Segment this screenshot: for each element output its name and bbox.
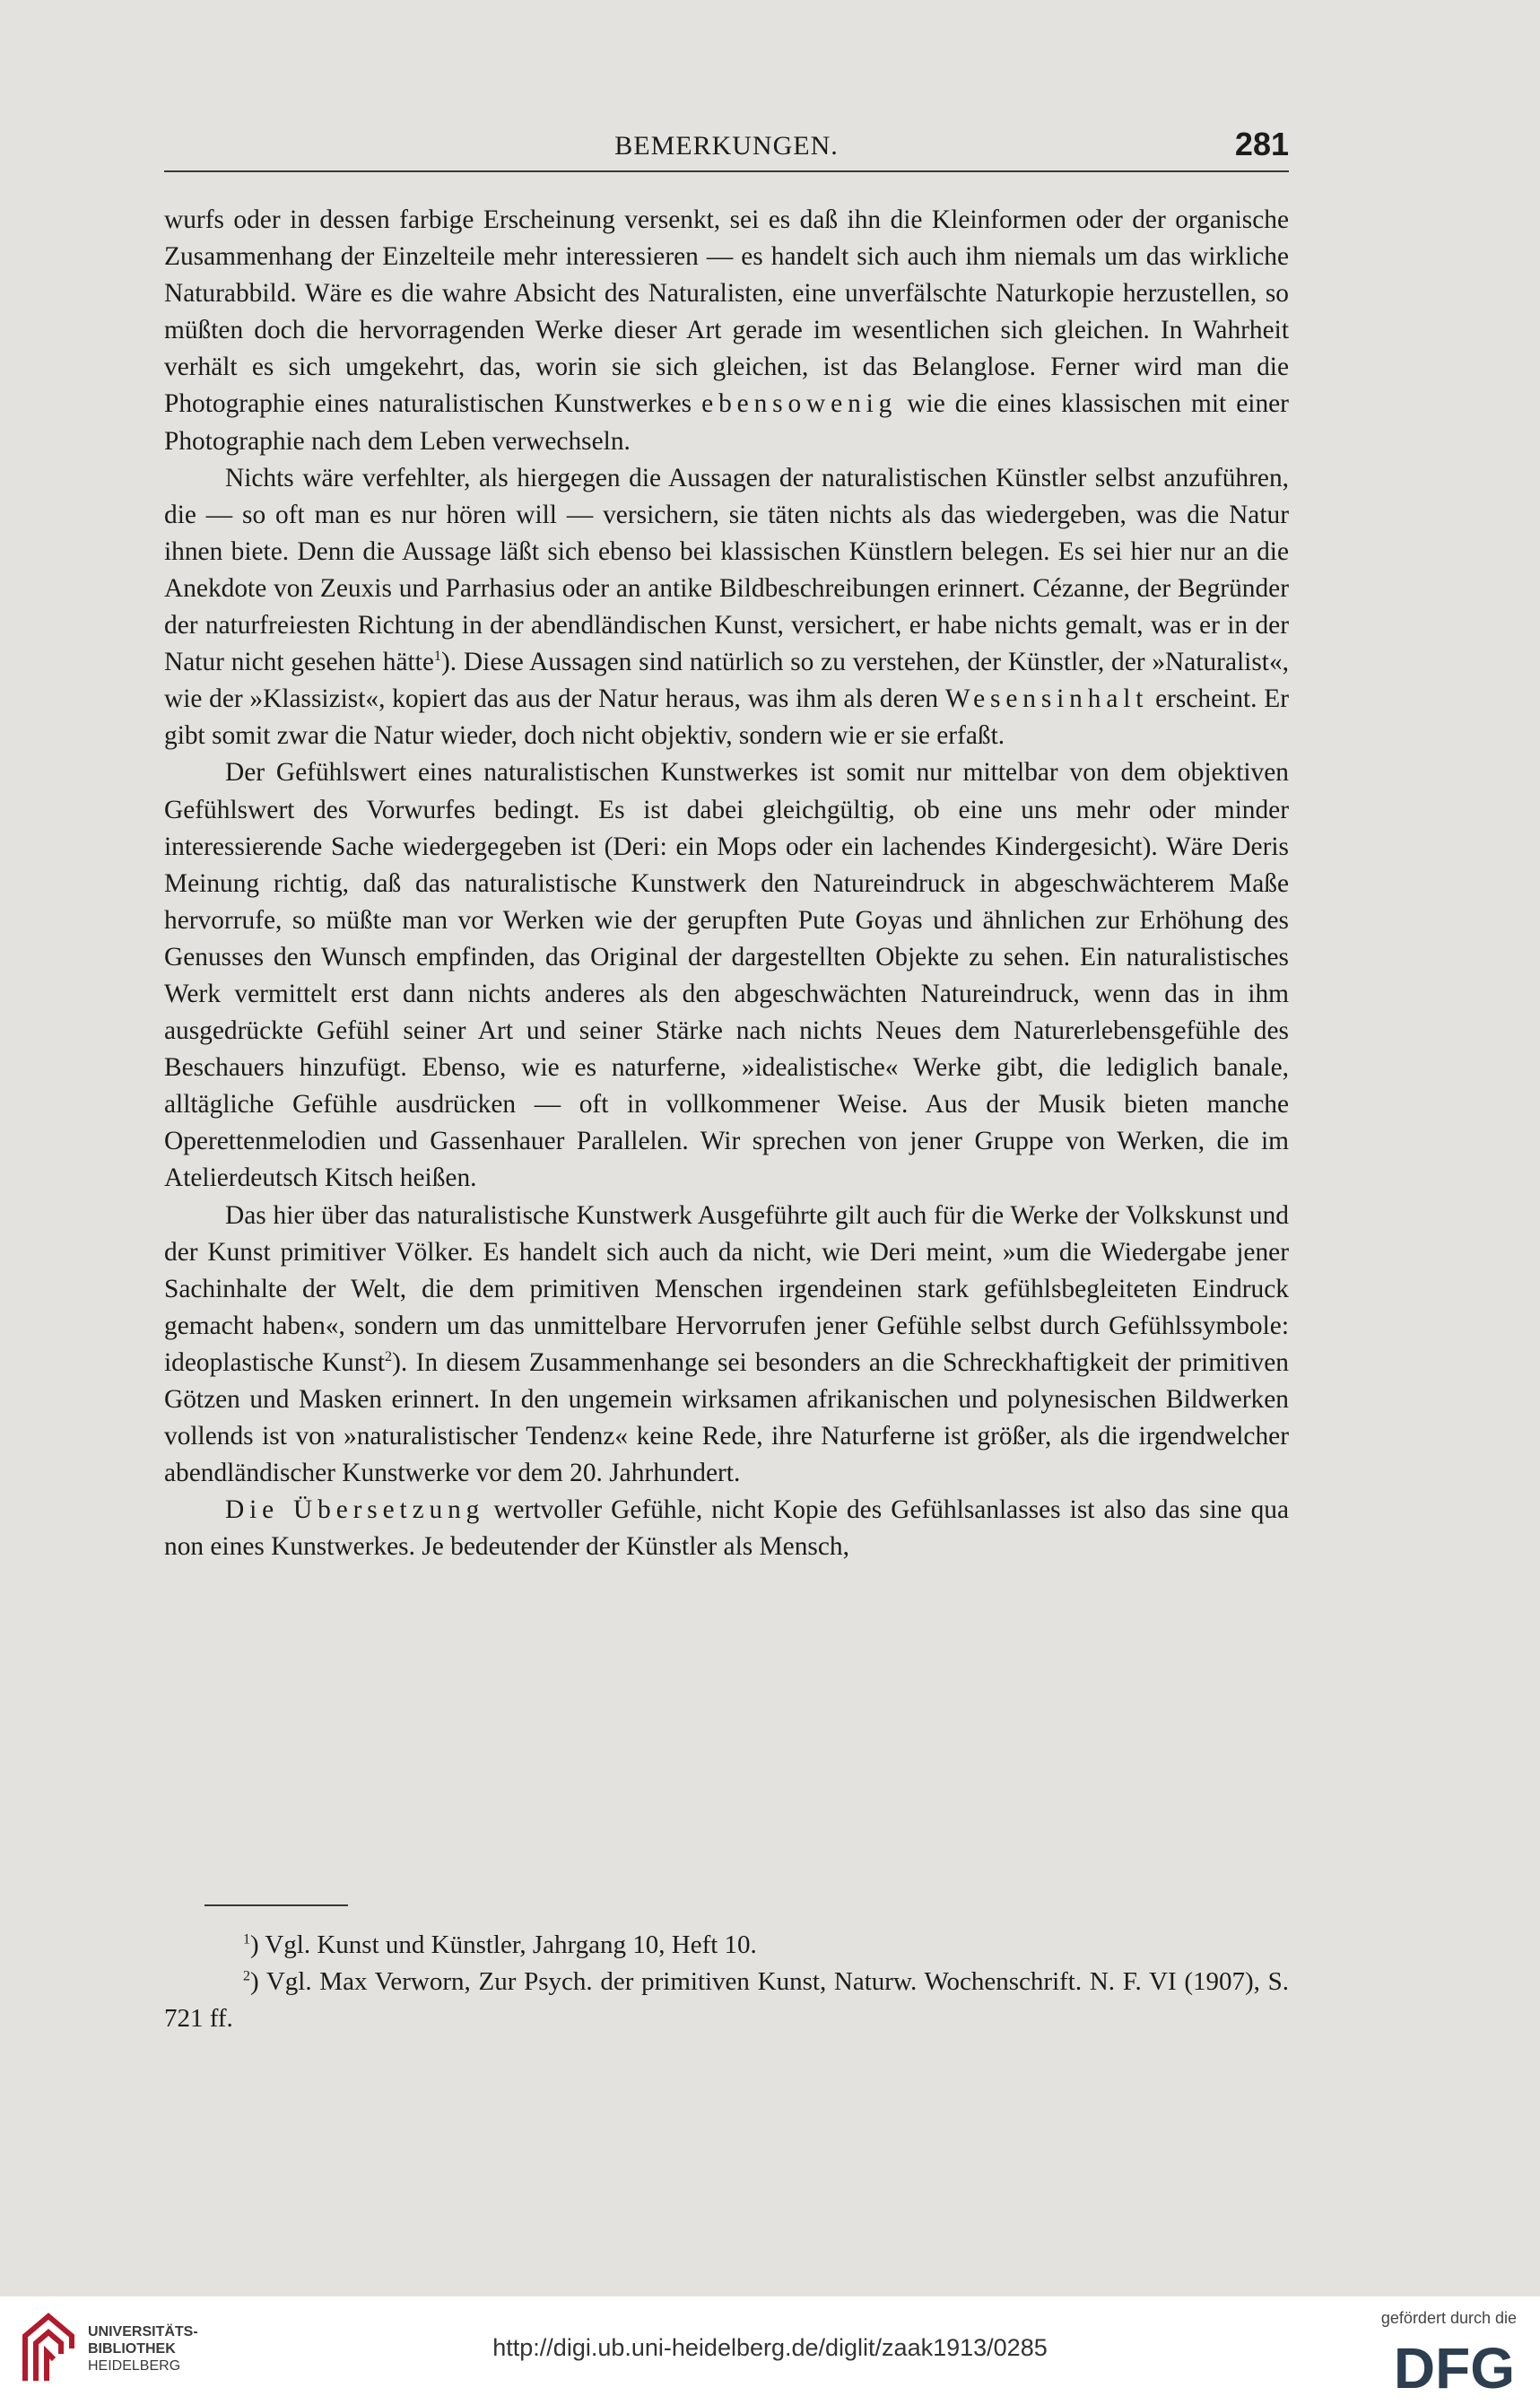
footnote-reference[interactable]: 2 [385, 1349, 393, 1365]
paragraph [164, 1492, 1289, 1565]
running-head: BEMERKUNGEN. [614, 131, 839, 161]
paragraph [164, 460, 1289, 755]
library-name-line: HEIDELBERG [88, 2358, 181, 2374]
spaced-emphasis: ebensowenig [701, 389, 898, 419]
page-number: 281 [1234, 126, 1289, 162]
footnote-divider [204, 1904, 348, 1906]
spaced-emphasis: Die Übersetzung [225, 1495, 485, 1525]
page-header [164, 126, 1289, 172]
footnote-text: ) Vgl. Kunst und Künstler, Jahrgang 10, Heft 10. [249, 1930, 757, 1959]
paragraph [164, 202, 1289, 460]
viewer-footer [0, 2296, 1540, 2405]
footnote [164, 1927, 1289, 1964]
footnote [164, 1964, 1289, 2037]
body-text [164, 202, 1289, 1565]
paragraph-text: Das hier über das naturalistische Kunstwerk Ausgeführte gilt auch für die Werke der Volkskunst und der Kunst primitiver Völker. Es handelt sich auch da nicht, wie Deri meint, »um die Wiedergabe jener Sachinhalte der Welt, die dem primitiven Menschen irgendeinen stark gefühlsbegleiteten Eindruck gemacht haben«, sondern um das unmittelbare Hervorrufen jener Gefühle selbst durch Gefühlssymbole: ideoplastische Kunst [164, 1200, 1289, 1377]
paragraph [164, 1198, 1289, 1493]
footnote-text: ) Vgl. Max Verworn, Zur Psych. der primitiven Kunst, Naturw. Wochenschrift. N. F. VI (1907), S. 721 ff. [164, 1967, 1289, 2033]
paragraph-text: Nichts wäre verfehlter, als hiergegen die Aussagen der naturalistischen Künstler selbst anzuführen, die — so oft man es nur hören will — versichern, sie täten nichts als das wiedergeben, was die Natur ihnen biete. Denn die Aussage läßt sich ebenso bei klassischen Künstlern belegen. Es sei hier nur an die Anekdote von Zeuxis und Parrhasius oder an antike Bildbeschreibungen erinnert. Cézanne, der Begründer der naturfreiesten Richtung in der abendländischen Kunst, versichert, er habe nichts gemalt, was er in der Natur nicht gesehen hätte [164, 463, 1289, 677]
footnote-reference[interactable]: 1 [433, 649, 441, 665]
paragraph-text: wurfs oder in dessen farbige Erscheinung versenkt, sei es daß ihn die Kleinformen oder der organische Zusammenhang der Einzelteile mehr interessieren — es handelt sich auch ihm niemals um das wirkliche Naturabbild. Wäre es die wahre Absicht des Naturalisten, eine unverfälschte Naturkopie herzustellen, so müßten doch die hervorragenden Werke dieser Art gerade im wesentlichen sich gleichen. In Wahrheit verhält es sich umgekehrt, das, worin sie sich gleichen, ist das Belanglose. Ferner wird man die Photographie eines naturalistischen Kunstwerkes [164, 205, 1289, 419]
footnotes [164, 1927, 1289, 2037]
spaced-emphasis: Wesensinhalt [944, 684, 1149, 714]
library-name-line: BIBLIOTHEK [88, 2341, 176, 2357]
footnote-mark: 1 [243, 1931, 250, 1948]
dfg-logo-icon [1355, 2336, 1517, 2395]
dfg-logo-text: DFG [1393, 2336, 1515, 2395]
paragraph [164, 754, 1289, 1197]
paragraph-text: ). Diese Aussagen sind natürlich so zu verstehen, der Künstler, der »Naturalist«, wie der »Klassizist«, kopiert das aus der Natur heraus, was ihm als deren [164, 648, 1289, 714]
paragraph-text: wie die eines klassischen mit einer Photographie nach dem Leben verwechseln. [164, 389, 1289, 456]
document-url[interactable]: http://digi.ub.uni-heidelberg.de/diglit/zaak1913/0285 [492, 2334, 1048, 2361]
paragraph-text: erscheint. Er gibt somit zwar die Natur wieder, doch nicht objektiv, sondern wie er sie erfaßt. [164, 684, 1289, 751]
paragraph-text: ). In diesem Zusammenhange sei besonders an die Schreckhaftigkeit der primitiven Götzen und Masken erinnert. In den ungemein wirksamen afrikanischen und polynesischen Bildwerken vollends ist von »naturalistischer Tendenz« keine Rede, ihre Naturferne ist größer, als die irgendwelcher abendländischer Kunstwerke vor dem 20. Jahrhundert. [164, 1347, 1289, 1488]
paragraph-text: Der Gefühlswert eines naturalistischen Kunstwerkes ist somit nur mittelbar von dem objektiven Gefühlswert des Vorwurfes bedingt. Es ist dabei gleichgültig, ob eine uns mehr oder minder interessierende Sache wiedergegeben ist (Deri: ein Mops oder ein lachendes Kindergesicht). Wäre Deris Meinung richtig, daß das naturalistische Kunstwerk den Natureindruck in abgeschwächterem Maße hervorrufe, so müßte man vor Werken wie der gerupften Pute Goyas und ähnlichen zur Erhöhung des Genusses den Wunsch empfinden, das Original der dargestellten Objekte zu sehen. Ein naturalistisches Werk vermittelt erst dann nichts anderes als den abgeschwächten Natureindruck, wenn das in ihm ausgedrückte Gefühl seiner Art und seiner Stärke nach nichts Neues dem Naturerlebensgefühle des Beschauers hinzufügt. Ebenso, wie es naturferne, »idealistische« Werke gibt, die lediglich banale, alltägliche Gefühle ausdrücken — oft in vollkommener Weise. Aus der Musik bieten manche Operettenmelodien und Gassenhauer Parallelen. Wir sprechen von jener Gruppe von Werken, die im Atelierdeutsch Kitsch heißen. [164, 758, 1289, 1193]
library-name-line: UNIVERSITÄTS- [88, 2324, 198, 2340]
paragraph-text: wertvoller Gefühle, nicht Kopie des Gefühlsanlasses ist also das sine qua non eines Kunstwerkes. Je bedeutender der Künstler als Mensch, [164, 1495, 1290, 1562]
footnote-mark: 2 [243, 1968, 250, 1984]
funder-note: gefördert durch die [1380, 2309, 1517, 2327]
